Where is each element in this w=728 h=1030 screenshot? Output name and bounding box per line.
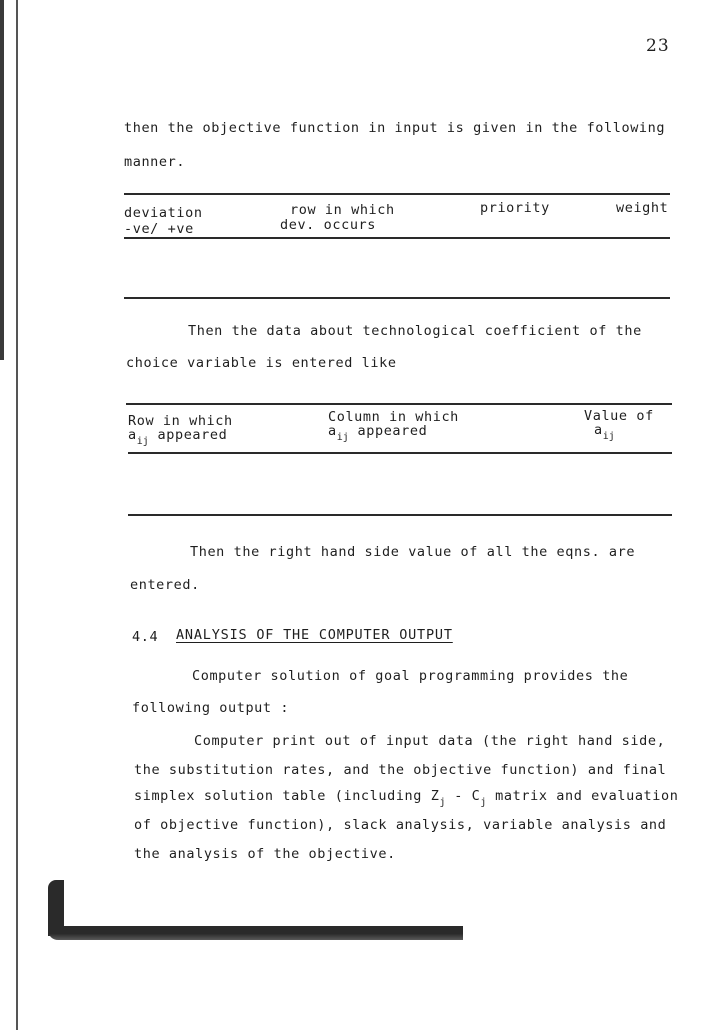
table1-bottom-rule <box>124 297 670 299</box>
page-number: 23 <box>646 36 670 56</box>
table2-bottom-rule <box>128 514 672 516</box>
table2-top-rule <box>126 403 672 405</box>
table2-header-column: Column in which <box>328 409 459 425</box>
binding-line <box>16 0 18 1030</box>
scan-bottom-bar <box>48 926 463 940</box>
paragraph-line: Then the right hand side value of all the eqns. are <box>190 544 636 560</box>
paragraph-line: then the objective function in input is given in the following <box>124 120 666 136</box>
table1-header-row: row in which <box>290 202 395 218</box>
section-number: 4.4 <box>132 629 159 645</box>
table2-header-value-aij: $a_{ij}$ <box>594 422 615 442</box>
table1-header-row-occurs: dev. occurs <box>280 217 377 233</box>
table2-header-value: Value of <box>584 408 654 424</box>
table2-header-rule <box>128 452 672 454</box>
paragraph-line: choice variable is entered like <box>126 355 397 371</box>
table2-header-column-aij: $a_{ij}$ appeared <box>328 423 428 443</box>
table1-top-rule <box>124 193 670 195</box>
paragraph-line: Computer print out of input data (the right hand side, <box>194 733 666 749</box>
table1-header-deviation-sign: -ve/ +ve <box>124 221 194 237</box>
paragraph-line: manner. <box>124 154 186 170</box>
paragraph-line: the substitution rates, and the objective function) and final <box>134 762 667 778</box>
paragraph-line: the analysis of the objective. <box>134 846 396 862</box>
paragraph-line: of objective function), slack analysis, variable analysis and <box>134 817 667 833</box>
table2-header-row-aij: $a_{ij}$ appeared <box>128 427 228 447</box>
paragraph-line-formula: simplex solution table (including $Z_j - C_j$ matrix and evaluation <box>134 788 679 808</box>
table1-header-weight: weight <box>616 200 669 216</box>
section-heading: ANALYSIS OF THE COMPUTER OUTPUT <box>176 627 453 643</box>
table1-header-deviation: deviation <box>124 205 203 221</box>
table1-header-priority: priority <box>480 200 550 216</box>
binding-edge <box>0 0 4 360</box>
paragraph-line: entered. <box>130 577 200 593</box>
table1-header-rule <box>124 237 670 239</box>
paragraph-line: Computer solution of goal programming provides the <box>192 668 629 684</box>
table2-header-row: Row in which <box>128 413 233 429</box>
paragraph-line: Then the data about technological coefficient of the <box>188 323 642 339</box>
paragraph-line: following output : <box>132 700 290 716</box>
